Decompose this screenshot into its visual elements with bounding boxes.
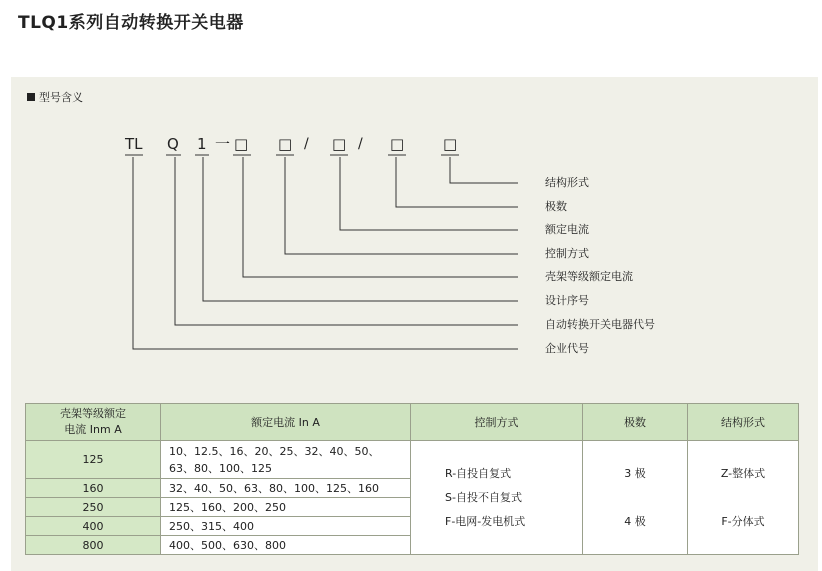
code-slash: / (304, 136, 309, 152)
header-control-mode: 控制方式 (411, 404, 583, 441)
label-poles: 极数 (545, 200, 567, 213)
frame-current-cell: 125 (26, 441, 161, 479)
label-rated-current: 额定电流 (545, 223, 589, 236)
code-box-control-mode: □ (278, 135, 293, 153)
poles-4: 4 极 (624, 514, 646, 528)
header-structure: 结构形式 (688, 404, 799, 441)
control-mode-f: F-电网-发电机式 (445, 514, 526, 528)
header-rated-current: 额定电流 In A (161, 404, 411, 441)
frame-current-cell: 160 (26, 479, 161, 498)
code-box-poles: □ (390, 135, 405, 153)
header-poles: 极数 (583, 404, 688, 441)
section-heading-text: 型号含义 (39, 91, 83, 104)
spacer (688, 486, 798, 510)
page-title: TLQ1系列自动转换开关电器 (18, 13, 244, 33)
control-modes-cell (411, 441, 583, 555)
label-product-code: 自动转换开关电器代号 (545, 318, 655, 331)
rated-currents-cell: 400、500、630、800 (161, 536, 411, 555)
label-structure: 结构形式 (545, 176, 589, 189)
frame-current-cell: 400 (26, 517, 161, 536)
label-design-serial: 设计序号 (545, 294, 589, 307)
label-frame-current: 壳架等级额定电流 (545, 270, 633, 283)
code-part-q: Q (167, 135, 179, 153)
structure-cell (688, 441, 799, 555)
control-mode-r: R-自投自复式 (445, 466, 512, 480)
structure-f: F-分体式 (721, 514, 765, 528)
code-slash: / (358, 136, 363, 152)
code-box-rated-current: □ (332, 135, 347, 153)
label-control-mode: 控制方式 (545, 247, 589, 260)
label-company-code: 企业代号 (545, 342, 589, 355)
code-box-frame-current: □ (234, 135, 249, 153)
control-mode-s: S-自投不自复式 (445, 490, 522, 504)
code-part-dash: 一 (215, 135, 231, 153)
structure-z: Z-整体式 (720, 466, 766, 480)
table-row (26, 441, 799, 479)
code-part-1: 1 (197, 135, 207, 153)
rated-currents-cell: 32、40、50、63、80、100、125、160 (161, 479, 411, 498)
rated-currents-cell: 250、315、400 (161, 517, 411, 536)
code-box-structure: □ (443, 135, 458, 153)
rated-currents-cell: 125、160、200、250 (161, 498, 411, 517)
spacer (583, 486, 687, 510)
spec-table (25, 403, 799, 555)
frame-current-cell: 250 (26, 498, 161, 517)
header-frame-current: 壳架等级额定 电流 Inm A (26, 404, 161, 441)
rated-currents-cell: 10、12.5、16、20、25、32、40、50、 63、80、100、125 (161, 441, 411, 479)
code-part-tl: TL (125, 135, 143, 153)
table-header-row (26, 404, 799, 441)
frame-current-cell: 800 (26, 536, 161, 555)
poles-cell (583, 441, 688, 555)
poles-3: 3 极 (624, 466, 646, 480)
